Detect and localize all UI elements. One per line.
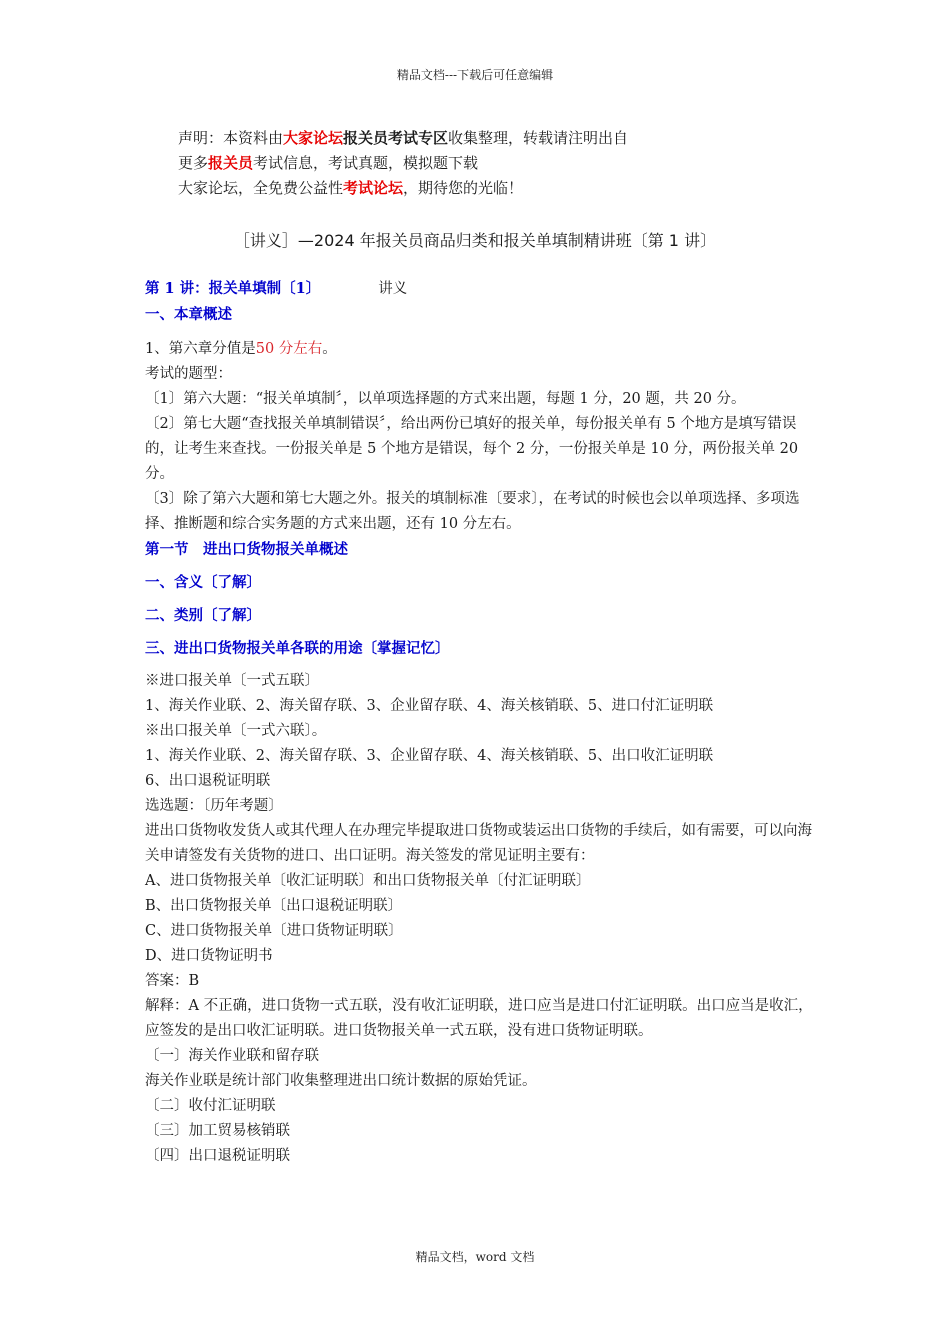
exam-types-label: 考试的题型： <box>145 366 232 382</box>
customs-declarer-highlight: 报关员 <box>208 154 254 172</box>
import-copies: 1、海关作业联、2、海关留存联、3、企业留存联、4、海关核销联、5、进口付汇证明联 <box>145 698 714 714</box>
statement-line-2: 更多报关员考试信息，考试真题，模拟题下载 <box>178 154 479 172</box>
page-footer-note: 精品文档，word 文档 <box>415 1250 535 1264</box>
question-text: 进出口货物收发货人或其代理人在办理完毕提取进口货物或装运出口货物的手续后，如有需要，可以向海关申请签发有关货物的进口、出口证明。海关签发的常见证明主要有： <box>145 823 812 864</box>
item-3: 〔三〕加工贸易核销联 <box>145 1123 290 1139</box>
forum-name: 大家论坛 <box>283 129 344 147</box>
answer-line: 答案：B <box>145 973 200 989</box>
document-title: ［讲义］—2024 年报关员商品归类和报关单填制精讲班〔第 1 讲〕 <box>233 231 717 250</box>
export-copies: 1、海关作业联、2、海关留存联、3、企业留存联、4、海关核销联、5、出口收汇证明联 <box>145 748 714 764</box>
question-type-other: 〔3〕除了第六大题和第七大题之外。报关的填制标准〔要求〕，在考试的时候也会以单项选择、多项选择、推断题和综合实务题的方式来出题，还有 10 分左右。 <box>145 491 800 532</box>
option-b: B、出口货物报关单〔出口退税证明联〕 <box>145 898 403 914</box>
export-form-label: ※出口报关单〔一式六联〕。 <box>145 723 327 739</box>
category-heading: 二、类别〔了解〕 <box>145 607 261 624</box>
option-c: C、进口货物报关单〔进口货物证明联〕 <box>145 923 403 939</box>
option-d: D、进口货物证明书 <box>145 948 273 964</box>
section-1-title: 第一节 进出口货物报关单概述 <box>145 541 348 558</box>
chapter-overview-heading: 一、本章概述 <box>145 306 232 323</box>
statement-line-1: 声明：本资料由大家论坛报关员考试专区收集整理，转载请注明出自 <box>178 129 629 147</box>
lecture-heading: 第 1 讲：报关单填制〔1〕 讲义 <box>145 280 408 297</box>
item-1: 〔一〕海关作业联和留存联 <box>145 1048 319 1064</box>
item-1-description: 海关作业联是统计部门收集整理进出口统计数据的原始凭证。 <box>145 1073 537 1089</box>
option-a: A、进口货物报关单〔收汇证明联〕和出口货物报关单〔付汇证明联〕 <box>145 873 591 889</box>
copyright-statement <box>178 126 628 201</box>
export-copy-6: 6、出口退税证明联 <box>145 773 271 789</box>
score-value: 50 分左右 <box>255 341 323 357</box>
question-type-6: 〔1〕第六大题：“报关单填制〞，以单项选择题的方式来出题，每题 1 分，20 题，共 20 分。 <box>145 391 746 407</box>
explanation-text: 解释：A 不正确，进口货物一式五联，没有收汇证明联，进口应当是进口付汇证明联。出口应当是收汇，应签发的是出口收汇证明联。进口货物报关单一式五联，没有进口货物证明联。 <box>145 998 813 1039</box>
item-4: 〔四〕出口退税证明联 <box>145 1148 290 1164</box>
choice-question-label: 选选题：〔历年考题〕 <box>145 798 283 814</box>
item-2: 〔二〕收付汇证明联 <box>145 1098 276 1114</box>
score-line: 1、第六章分值是50 分左右。 <box>145 341 337 357</box>
question-type-7: 〔2〕第七大题“查找报关单填制错误〞，给出两份已填好的报关单，每份报关单有 5 个地方是填写错误的，让考生来查找。一份报关单是 5 个地方是错误，每个 2 分，一份报关单是 10 分，两份报关单 20 分。 <box>145 416 799 482</box>
page-header-note: 精品文档---下载后可任意编辑 <box>396 68 554 82</box>
exam-forum-highlight: 考试论坛 <box>343 179 404 197</box>
usage-heading: 三、进出口货物报关单各联的用途〔掌握记忆〕 <box>145 640 450 657</box>
document-body <box>145 276 815 1169</box>
meaning-heading: 一、含义〔了解〕 <box>145 574 261 591</box>
import-form-label: ※进口报关单〔一式五联〕 <box>145 673 319 689</box>
exam-zone-name: 报关员考试专区 <box>343 129 449 147</box>
statement-line-3: 大家论坛，全免费公益性考试论坛，期待您的光临！ <box>178 179 524 197</box>
